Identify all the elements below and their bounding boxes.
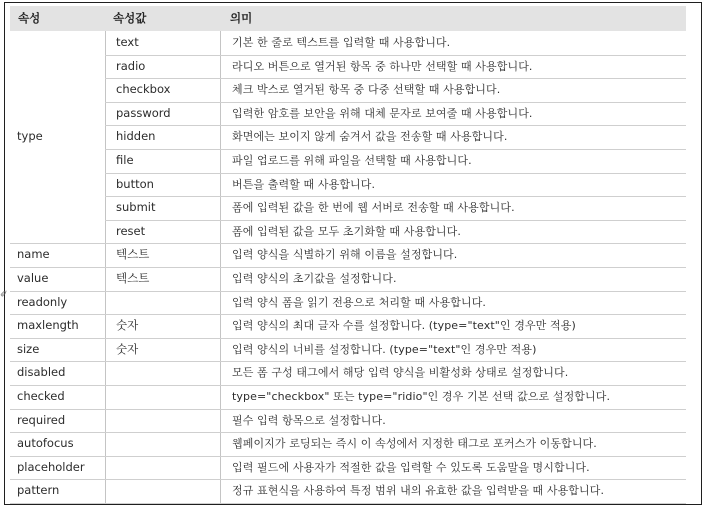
attr-name: checked — [17, 389, 65, 403]
type-meaning: 기본 한 줄로 텍스트를 입력할 때 사용합니다. — [232, 36, 451, 49]
type-meaning: 입력한 암호를 보안을 위해 대체 문자로 보여줄 때 사용합니다. — [232, 107, 533, 120]
attr-meaning: 입력 양식의 너비를 설정합니다. (type="text"인 경우만 적용) — [232, 343, 537, 356]
type-meaning: 버튼을 출력할 때 사용합니다. — [232, 178, 376, 191]
attr-name: value — [17, 271, 49, 285]
attr-meaning: 입력 필드에 사용자가 적절한 값을 입력할 수 있도록 도움말을 명시합니다. — [232, 461, 590, 474]
attr-value: 텍스트 — [116, 247, 150, 261]
table-header — [10, 6, 686, 31]
attr-meaning: 필수 입력 항목으로 설정합니다. — [232, 414, 386, 427]
attr-name: required — [17, 413, 66, 427]
attr-value: 숫자 — [116, 318, 139, 332]
attr-meaning: 정규 표현식을 사용하여 특정 범위 내의 유효한 값을 입력받을 때 사용합니다. — [232, 484, 605, 497]
header-attr: 속성 — [18, 11, 41, 25]
type-value: button — [116, 177, 154, 191]
type-value: submit — [116, 200, 156, 214]
type-meaning: 라디오 버튼으로 열거된 항목 중 하나만 선택할 때 사용합니다. — [232, 60, 533, 73]
attr-name: placeholder — [17, 460, 85, 474]
type-value: reset — [116, 224, 146, 238]
attr-meaning: 웹페이지가 로딩되는 즉시 이 속성에서 지정한 태그로 포커스가 이동합니다. — [232, 437, 597, 450]
type-meaning: 폼에 입력된 값을 한 번에 웹 서버로 전송할 때 사용합니다. — [232, 201, 515, 214]
row-divider — [10, 503, 686, 504]
type-value: password — [116, 106, 171, 120]
attr-meaning: 입력 양식 폼을 읽기 전용으로 처리할 때 사용합니다. — [232, 296, 487, 309]
attr-meaning: 입력 양식을 식별하기 위해 이름을 설정합니다. — [232, 248, 458, 261]
type-meaning: 체크 박스로 열거된 항목 중 다중 선택할 때 사용합니다. — [232, 83, 501, 96]
attr-name: pattern — [17, 483, 60, 497]
attr-name: name — [17, 247, 50, 261]
row-divider — [105, 173, 686, 174]
attr-meaning: 모든 폼 구성 태그에서 해당 입력 양식을 비활성화 상태로 설정합니다. — [232, 366, 569, 379]
type-value: text — [116, 35, 139, 49]
attr-value: 텍스트 — [116, 271, 150, 285]
attr-name: disabled — [17, 365, 66, 379]
type-value: radio — [116, 59, 146, 73]
header-meaning: 의미 — [230, 11, 253, 25]
pencil-icon: ✐ — [0, 290, 8, 300]
type-meaning: 폼에 입력된 값을 모두 초기화할 때 사용합니다. — [232, 225, 461, 238]
attr-name: size — [17, 342, 40, 356]
attr-meaning: type="checkbox" 또는 type="ridio"인 경우 기본 선택 값으로 설정합니다. — [232, 390, 611, 403]
type-attr: type — [17, 129, 43, 143]
type-value: file — [116, 153, 134, 167]
attr-name: readonly — [17, 295, 68, 309]
attr-value: 숫자 — [116, 342, 139, 356]
type-meaning: 파일 업로드를 위해 파일을 선택할 때 사용합니다. — [232, 154, 472, 167]
type-meaning: 화면에는 보이지 않게 숨겨서 값을 전송할 때 사용합니다. — [232, 130, 508, 143]
type-value: checkbox — [116, 82, 171, 96]
attr-meaning: 입력 양식의 초기값을 설정합니다. — [232, 272, 397, 285]
attr-name: maxlength — [17, 318, 79, 332]
type-value: hidden — [116, 129, 156, 143]
header-value: 속성값 — [113, 11, 147, 25]
attr-meaning: 입력 양식의 최대 글자 수를 설정합니다. (type="text"인 경우만 적용) — [232, 319, 576, 332]
attr-name: autofocus — [17, 436, 74, 450]
